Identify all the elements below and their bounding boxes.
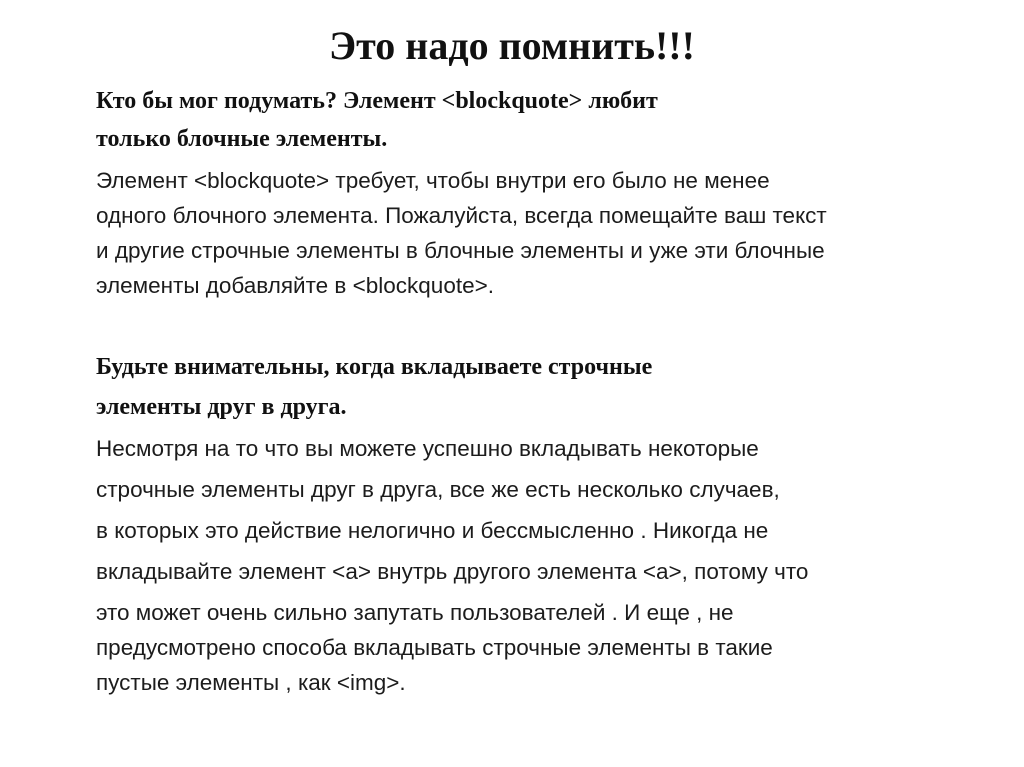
section1-body-line: элементы добавляйте в <blockquote>.: [96, 273, 494, 298]
section1-body-line: и другие строчные элементы в блочные элементы и уже эти блочные: [96, 238, 825, 263]
section1-body-line: одного блочного элемента. Пожалуйста, всегда помещайте ваш текст: [96, 203, 827, 228]
section1-heading-line: Кто бы мог подумать? Элемент <blockquote> любит: [96, 88, 658, 114]
section2-body-line: Несмотря на то что вы можете успешно вкладывать некоторые: [96, 436, 759, 461]
section2-heading-line: Будьте внимательны, когда вкладываете строчные: [96, 354, 653, 380]
section2-body-line: строчные элементы друг в друга, все же есть несколько случаев,: [96, 477, 780, 502]
section2-heading-line: элементы друг в друга.: [96, 394, 347, 420]
section2-body-line: предусмотрено способа вкладывать строчные элементы в такие: [96, 635, 773, 660]
section2-body-line: в которых это действие нелогично и бессмысленно . Никогда не: [96, 518, 769, 543]
section2-body-line: пустые элементы , как <img>.: [96, 670, 406, 695]
section2-body-line: это может очень сильно запутать пользователей . И еще , не: [96, 600, 734, 625]
slide-title: Это надо помнить!!!: [329, 23, 695, 68]
section1-heading-line: только блочные элементы.: [96, 126, 388, 152]
section1-body-line: Элемент <blockquote> требует, чтобы внутри его было не менее: [96, 168, 770, 193]
section2-body-line: вкладывайте элемент <a> внутрь другого элемента <a>, потому что: [96, 559, 809, 584]
